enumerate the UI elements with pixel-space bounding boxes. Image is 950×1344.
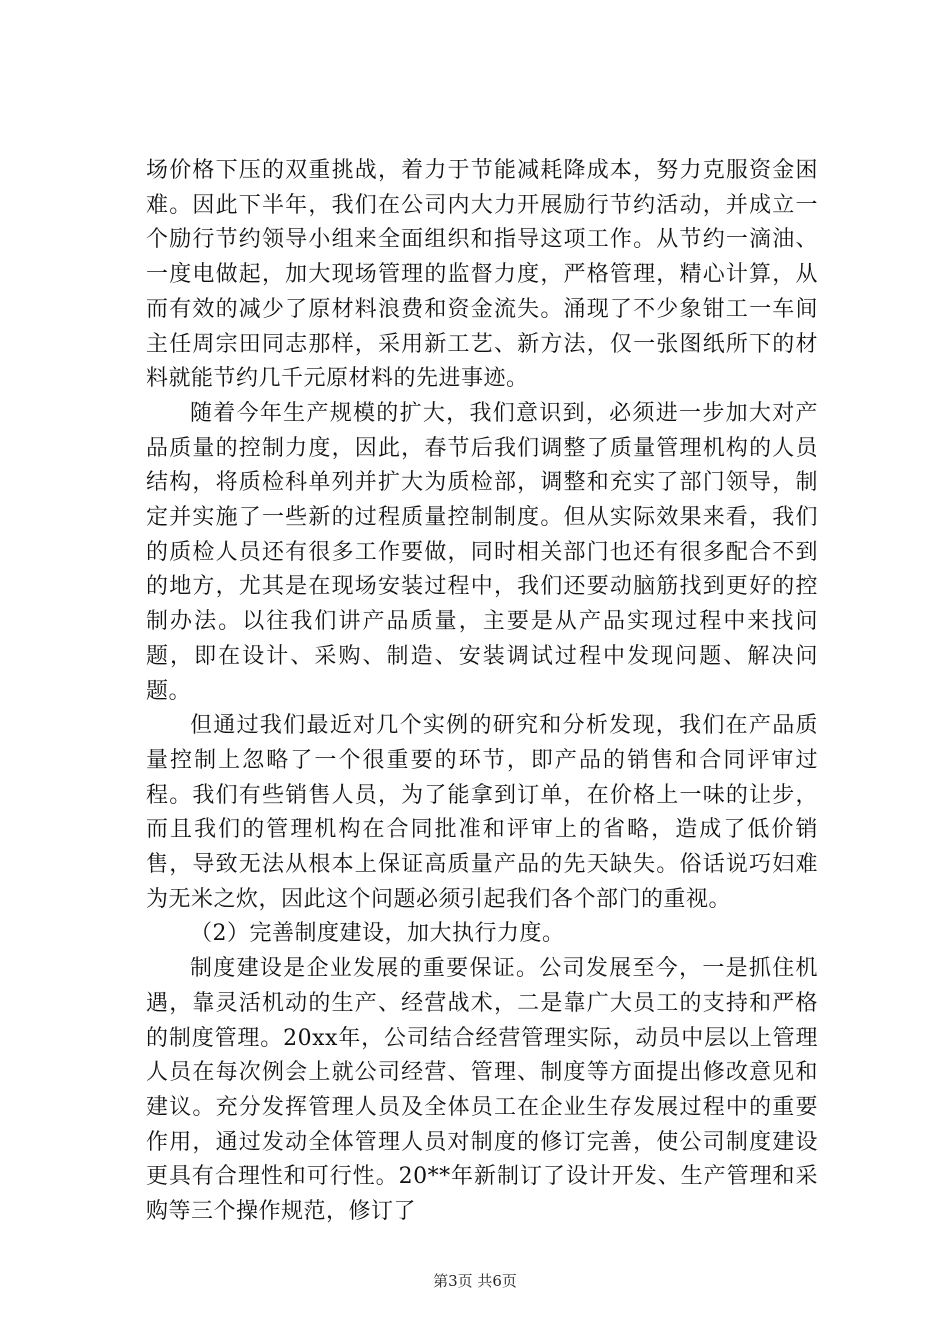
section-heading: （2）完善制度建设，加大执行力度。 [190,921,565,947]
page-number: 第3页 共6页 [433,1272,517,1290]
paragraph-3: 但通过我们最近对几个实例的研究和分析发现，我们在产品质量控制上忽略了一个很重要的环节，即产品的销售和合同评审过程。我们有些销售人员，为了能拿到订单，在价格上一味的让步，而且我们的管理机构在合同批准和评审上的省略，造成了低价销售，导致无法从根本上保证高质量产品的先天缺失。俗话说巧妇难为无米之炊，因此这个问题必须引起我们各个部门的重视。 [146,713,818,912]
page-footer [0,1271,950,1291]
paragraph-4: 制度建设是企业发展的重要保证。公司发展至今，一是抓住机遇，靠灵活机动的生产、经营战术，二是靠广大员工的支持和严格的制度管理。20xx年，公司结合经营管理实际，动员中层以上管理人员在每次例会上就公司经营、管理、制度等方面提出修改意见和建议。充分发挥管理人员及全体员工在企业生存发展过程中的重要作用，通过发动全体管理人员对制度的修订完善，使公司制度建设更具有合理性和可行性。20**年新制订了设计开发、生产管理和采购等三个操作规范，修订了 [146,956,818,1225]
document-body [146,154,818,1230]
paragraph-2: 随着今年生产规模的扩大，我们意识到，必须进一步加大对产品质量的控制力度，因此，春节后我们调整了质量管理机构的人员结构，将质检科单列并扩大为质检部，调整和充实了部门领导，制定并实施了一些新的过程质量控制制度。但从实际效果来看，我们的质检人员还有很多工作要做，同时相关部门也还有很多配合不到的地方，尤其是在现场安装过程中，我们还要动脑筋找到更好的控制办法。以往我们讲产品质量，主要是从产品实现过程中来找问题，即在设计、采购、制造、安装调试过程中发现问题、解决问题。 [146,400,818,704]
paragraph-1: 场价格下压的双重挑战，着力于节能减耗降成本，努力克服资金困难。因此下半年，我们在公司内大力开展励行节约活动，并成立一个励行节约领导小组来全面组织和指导这项工作。从节约一滴油、一度电做起，加大现场管理的监督力度，严格管理，精心计算，从而有效的减少了原材料浪费和资金流失。涌现了不少象钳工一车间主任周宗田同志那样，采用新工艺、新方法，仅一张图纸所下的材料就能节约几千元原材料的先进事迹。 [146,158,818,392]
